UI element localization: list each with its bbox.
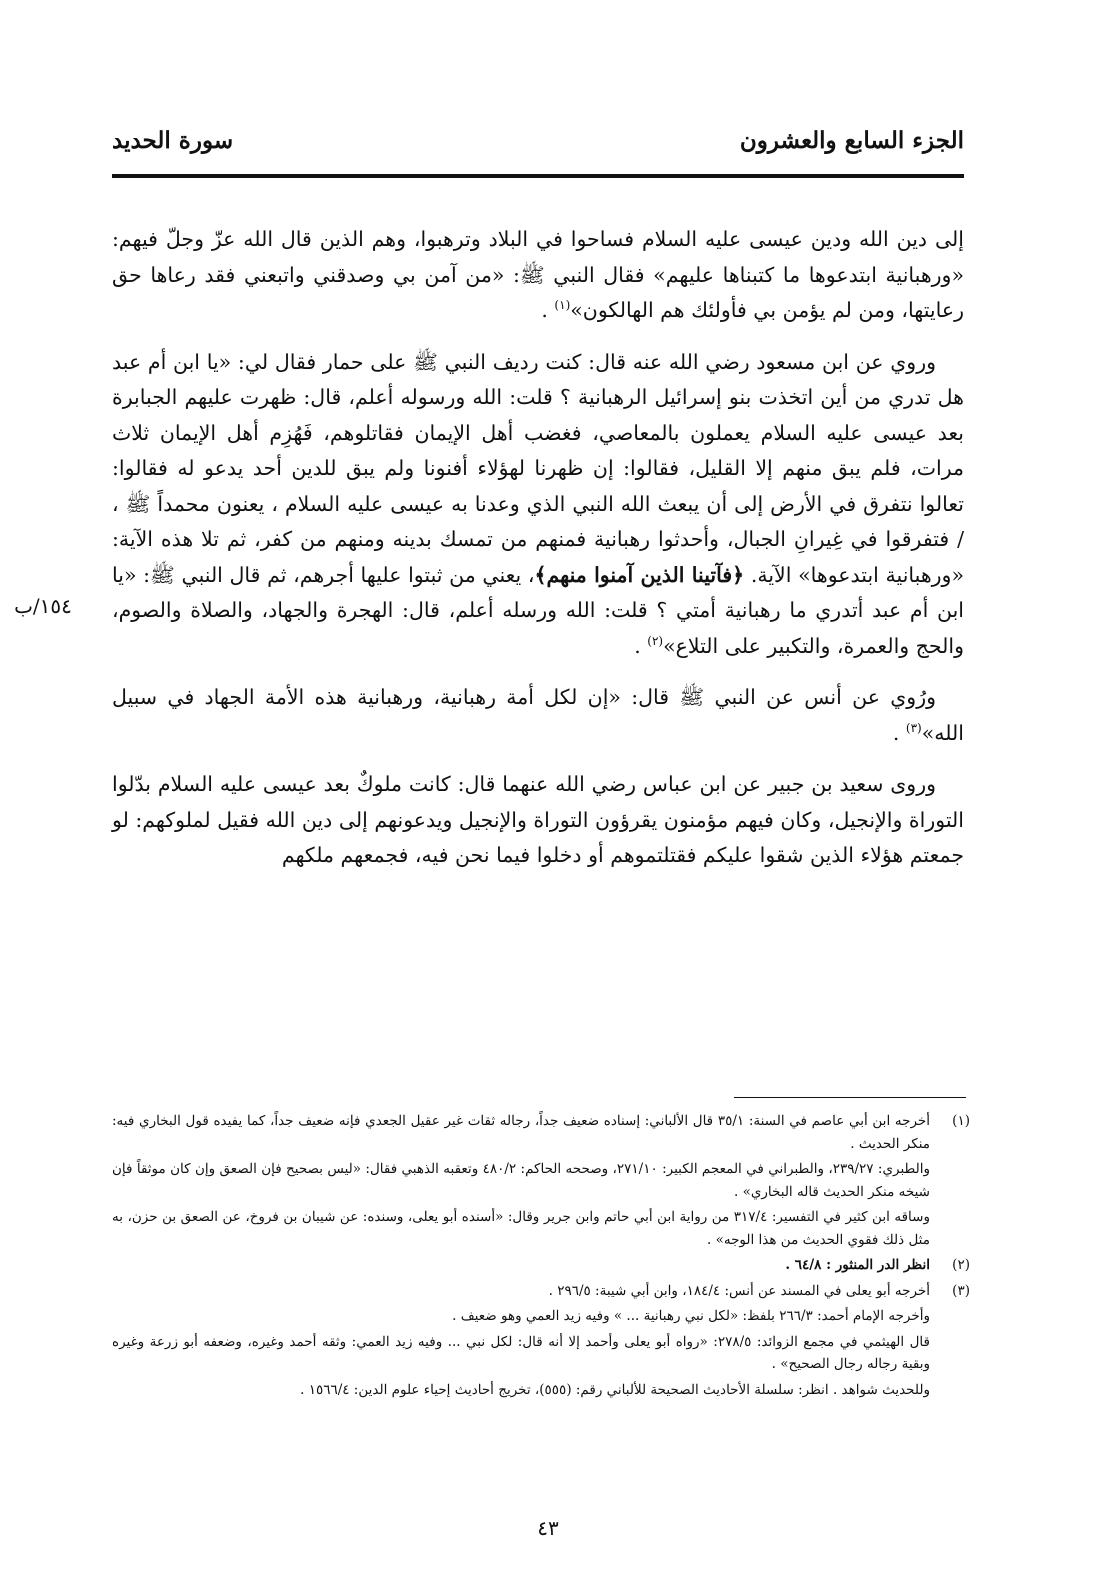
paragraph: وروى سعيد بن جبير عن ابن عباس رضي الله عنهما قال: كانت ملوكٌ بعد عيسى عليه السلام بدّلوا التوراة والإنجيل، وكان فيهم مؤمنون يقرؤون التوراة والإنجيل ويدعونهم إلى دين الله فقيل لملوكهم: لو جمعتم هؤلاء الذين شقوا عليكم فقتلتموهم أو دخلوا فيما نحن فيه، فجمعهم ملكهم — [112, 772, 964, 867]
paragraph: ورُوي عن أنس عن النبي ﷺ قال: «إن لكل أمة رهبانية، ورهبانية هذه الأمة الجهاد في سبيل الله»$^{(٣)}$ . — [112, 685, 964, 745]
surah-title: سورة الحديد — [112, 126, 234, 154]
footnote-line: وأخرجه الإمام أحمد: ٢٦٦/٣ بلفظ: «لكل نبي رهبانية ... » وفيه زيد العمي وهو ضعيف . — [452, 1308, 930, 1324]
footnote-ref: (٢) — [647, 633, 664, 648]
manuscript-folio-note: ١٥٤/ب — [14, 594, 72, 618]
footnote-ref: (١) — [554, 298, 571, 313]
footnote-number: (١) — [952, 1113, 970, 1129]
footnote-ref: (٣) — [905, 720, 922, 735]
footnote-line: قال الهيثمي في مجمع الزوائد: ٢٧٨/٥: «رواه أبو يعلى وأحمد إلا أنه قال: لكل نبي ... وفيه زيد العمي: وثقه أحمد وغيره، وضعفه أبو زرعة وغيره وبقية رجاله رجال الصحيح» . — [112, 1333, 930, 1372]
footnote-rule — [734, 1097, 966, 1098]
footnote-line: انظر الدر المنثور : ٦٤/٨ . — [785, 1257, 930, 1273]
part-title: الجزء السابع والعشرون — [739, 126, 964, 154]
main-text — [112, 222, 964, 890]
footnote-number: (٣) — [952, 1282, 970, 1299]
quran-verse: ﴿فآتينا الذين آمنوا منهم﴾ — [534, 562, 745, 587]
footnote-line: والطبري: ٢٣٩/٢٧، والطبراني في المعجم الكبير: ٢٧١/١٠، وصححه الحاكم: ٤٨٠/٢ وتعقبه الذهبي فقال: «ليس بصحيح فإن الصعق وإن كان موثقاً فإن شيخه منكر الحديث قاله البخاري» . — [112, 1161, 930, 1200]
footnote — [112, 1280, 970, 1405]
footnote-line: أخرجه ابن أبي عاصم في السنة: ٣٥/١ قال الألباني: إسناده ضعيف جداً، رجاله ثقات غير عقيل الجعدي فإنه ضعيف جداً، كما يفيده قول البخاري فيه: منكر الحديث . — [112, 1113, 931, 1152]
footnote-line: وللحديث شواهد . انظر: سلسلة الأحاديث الصحيحة للألباني رقم: (٥٥٥)، تخريج أحاديث إحياء علوم الدين: ١٥٦٦/٤ . — [300, 1381, 930, 1398]
footnote-line: أخرجه أبو يعلى في المسند عن أنس: ١٨٤/٤، وابن أبي شيبة: ٢٩٦/٥ . — [548, 1282, 930, 1299]
page-number: ٤٣ — [537, 1516, 559, 1540]
footnote — [112, 1110, 970, 1254]
footnote-line: وساقه ابن كثير في التفسير: ٣١٧/٤ من رواية ابن أبي حاتم وابن جرير وقال: «أسنده أبو يعلى، وسنده: عن شيبان بن فروخ، عن الصعق بن حزن، به مثل ذلك فقوي الحديث من هذا الوجه» . — [112, 1209, 930, 1248]
paragraph: وروي عن ابن مسعود رضي الله عنه قال: كنت رديف النبي ﷺ على حمار فقال لي: «يا ابن أم عبد هل تدري من أين اتخذت بنو إسرائيل الرهبانية ؟ قلت: الله ورسوله أعلم، قال: ظهرت عليهم الجبابرة بعد عيسى عليه السلام يعملون بالمعاصي، فغضب أهل الإيمان فقاتلوهم، فَهُزِم أهل الإيمان ثلاث مرات، فلم يبق منهم إلا القليل، فقالوا: إن ظهرنا لهؤلاء أفنونا ولم يبق للدين أحد يدعو له فقالوا: تعالوا نتفرق في الأرض إلى أن يبعث الله النبي الذي وعدنا به عيسى عليه السلام ، يعنون محمداً ﷺ ، / فتفرقوا في غِيرانِ الجبال، وأحدثوا رهبانية فمنهم من تمسك بدينه ومنهم من كفر، ثم تلا هذه الآية: «ورهبانية ابتدعوها» الآية. ﴿فآتينا الذين آمنوا منهم﴾، يعني من ثبتوا عليها أجرهم، ثم قال النبي ﷺ: «يا ابن أم عبد أتدري ما رهبانية أمتي ؟ قلت: الله ورسله أعلم، قال: الهجرة والجهاد، والصلاة والصوم، والحج والعمرة، والتكبير على التلاع»$^{(٢)}$ . — [112, 349, 964, 658]
footnote-number: (٢) — [952, 1257, 970, 1273]
paragraph: إلى دين الله ودين عيسى عليه السلام فساحوا في البلاد وترهبوا، وهم الذين قال الله عزّ وجلّ فيهم: «ورهبانية ابتدعوها ما كتبناها عليهم» فقال النبي ﷺ: «من آمن بي وصدقني واتبعني فقد رعاها حق رعايتها، ومن لم يؤمن بي فأولئك هم الهالكون»$^{(١)}$ . — [112, 227, 964, 322]
page-header — [112, 120, 964, 160]
footnotes — [112, 1110, 970, 1404]
header-rule — [112, 174, 964, 178]
footnote — [112, 1254, 970, 1280]
